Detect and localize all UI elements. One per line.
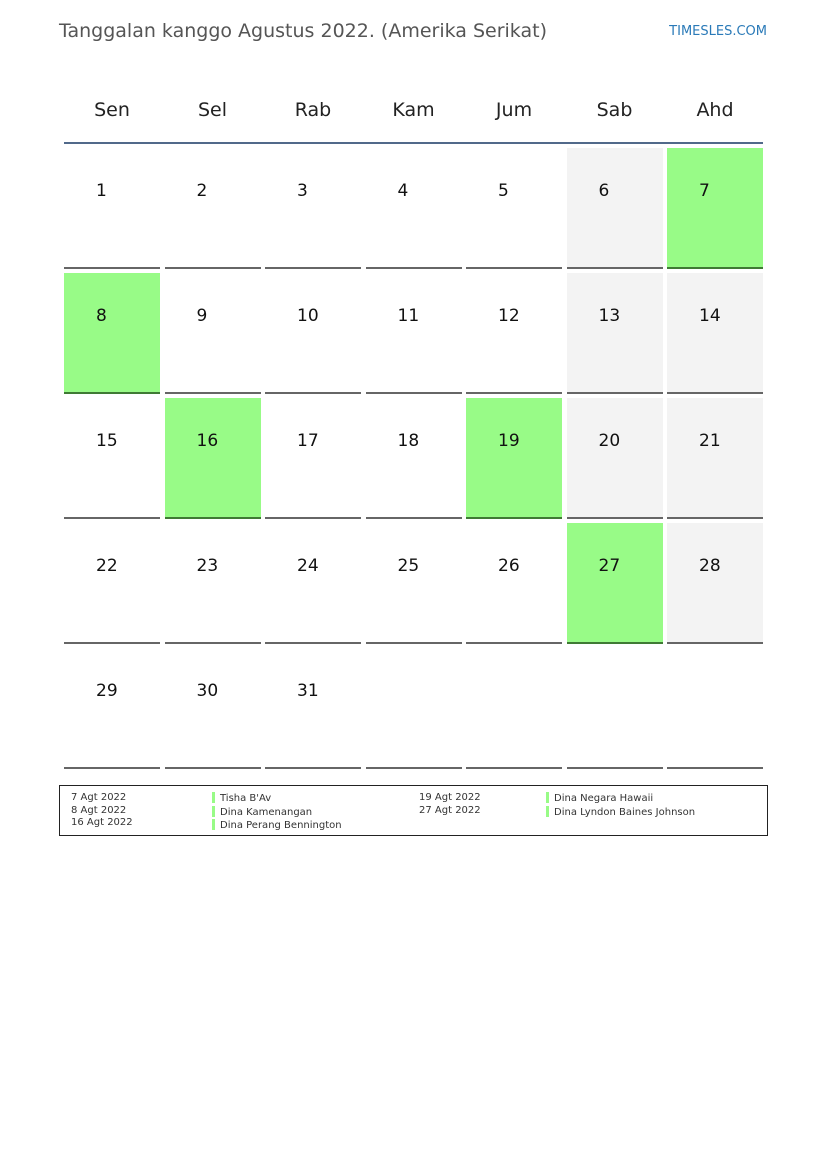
legend-dates-left	[71, 792, 133, 830]
legend-name: Dina Kamenangan	[220, 806, 313, 818]
page-title: Tanggalan kanggo Agustus 2022. (Amerika Serikat)	[59, 20, 547, 42]
legend-dates-right	[419, 792, 481, 817]
day-number: 4	[397, 181, 409, 201]
day-cell[interactable]	[165, 648, 261, 769]
empty-day-cell	[366, 648, 462, 769]
holiday-day-cell[interactable]	[466, 398, 562, 519]
day-number: 12	[498, 306, 520, 326]
day-number: 14	[699, 306, 721, 326]
legend-date: 16 Agt 2022	[71, 817, 133, 828]
calendar-weeks	[64, 148, 763, 769]
day-cell[interactable]	[466, 523, 562, 644]
day-cell[interactable]	[667, 398, 763, 519]
calendar-week-row	[64, 398, 763, 519]
legend-entry	[212, 792, 342, 806]
holiday-color-marker	[546, 806, 549, 817]
day-cell[interactable]	[366, 523, 462, 644]
holiday-day-cell[interactable]	[64, 273, 160, 394]
holiday-day-cell[interactable]	[165, 398, 261, 519]
day-number: 15	[96, 431, 118, 451]
weekday-wed: Rab	[294, 99, 332, 121]
day-cell[interactable]	[265, 648, 361, 769]
holiday-color-marker	[212, 806, 215, 817]
day-number: 21	[699, 431, 721, 451]
day-cell[interactable]	[567, 398, 663, 519]
day-number: 19	[498, 431, 520, 451]
holiday-color-marker	[212, 819, 215, 830]
day-cell[interactable]	[64, 148, 160, 269]
holiday-color-marker	[212, 792, 215, 803]
legend-entry	[212, 806, 342, 820]
legend-name: Dina Negara Hawaii	[554, 793, 654, 804]
holiday-day-cell[interactable]	[667, 148, 763, 269]
day-number: 6	[598, 181, 610, 201]
day-number: 9	[196, 306, 208, 326]
day-number: 3	[297, 181, 308, 201]
day-number: 2	[196, 181, 208, 201]
day-cell[interactable]	[567, 273, 663, 394]
day-number: 5	[498, 181, 509, 201]
day-number: 20	[598, 431, 621, 451]
day-cell[interactable]	[265, 523, 361, 644]
empty-day-cell	[567, 648, 663, 769]
day-cell[interactable]	[667, 523, 763, 644]
day-cell[interactable]	[64, 648, 160, 769]
weekday-header	[64, 80, 763, 140]
weekday-thu: Kam	[392, 99, 435, 121]
day-number: 22	[96, 556, 118, 576]
day-number: 24	[297, 556, 319, 576]
legend-entry	[546, 806, 695, 820]
legend-date: 19 Agt 2022	[419, 792, 481, 803]
day-cell[interactable]	[265, 148, 361, 269]
day-number: 31	[297, 681, 319, 701]
day-number: 10	[297, 306, 319, 326]
day-number: 13	[598, 306, 621, 326]
legend-name: Tisha B'Av	[220, 793, 272, 804]
day-number: 28	[699, 556, 721, 576]
calendar-week-row	[64, 148, 763, 269]
day-cell[interactable]	[466, 273, 562, 394]
legend-date: 7 Agt 2022	[71, 792, 127, 803]
legend-name: Dina Lyndon Baines Johnson	[554, 806, 696, 818]
holiday-day-cell[interactable]	[567, 523, 663, 644]
legend-date: 8 Agt 2022	[71, 804, 127, 816]
day-cell[interactable]	[265, 398, 361, 519]
day-cell[interactable]	[567, 148, 663, 269]
day-cell[interactable]	[366, 148, 462, 269]
weekday-sun: Ahd	[696, 99, 734, 121]
legend-entry	[212, 819, 342, 833]
day-cell[interactable]	[366, 398, 462, 519]
calendar-week-row	[64, 523, 763, 644]
calendar-week-row	[64, 648, 763, 769]
day-cell[interactable]	[165, 148, 261, 269]
empty-day-cell	[667, 648, 763, 769]
day-cell[interactable]	[667, 273, 763, 394]
holiday-color-marker	[546, 792, 549, 803]
day-cell[interactable]	[265, 273, 361, 394]
calendar-week-row	[64, 273, 763, 394]
empty-day-cell	[466, 648, 562, 769]
legend-name: Dina Perang Bennington	[220, 820, 342, 831]
weekday-fri: Jum	[495, 99, 533, 121]
weekday-mon: Sen	[94, 99, 130, 121]
day-number: 8	[96, 306, 107, 326]
legend-entry	[546, 792, 695, 806]
day-cell[interactable]	[466, 148, 562, 269]
day-number: 16	[196, 431, 219, 451]
legend-date: 27 Agt 2022	[419, 804, 481, 816]
brand-link[interactable]: TIMESLES.COM	[669, 24, 767, 39]
day-cell[interactable]	[165, 523, 261, 644]
day-number: 29	[96, 681, 118, 701]
day-number: 30	[196, 681, 219, 701]
legend-names-left	[212, 792, 342, 833]
day-number: 1	[96, 181, 107, 201]
header-divider	[64, 142, 763, 144]
day-cell[interactable]	[165, 273, 261, 394]
calendar-grid	[64, 80, 763, 769]
day-cell[interactable]	[64, 398, 160, 519]
day-number: 27	[598, 556, 621, 576]
day-number: 11	[397, 306, 420, 326]
weekday-sat: Sab	[596, 99, 633, 121]
day-cell[interactable]	[366, 273, 462, 394]
day-number: 23	[196, 556, 219, 576]
day-number: 17	[297, 431, 319, 451]
day-cell[interactable]	[64, 523, 160, 644]
weekday-tue: Sel	[197, 99, 228, 121]
day-number: 7	[699, 181, 710, 201]
day-number: 25	[397, 556, 420, 576]
day-number: 26	[498, 556, 520, 576]
holiday-legend	[59, 785, 768, 836]
day-number: 18	[397, 431, 420, 451]
legend-names-right	[546, 792, 695, 819]
